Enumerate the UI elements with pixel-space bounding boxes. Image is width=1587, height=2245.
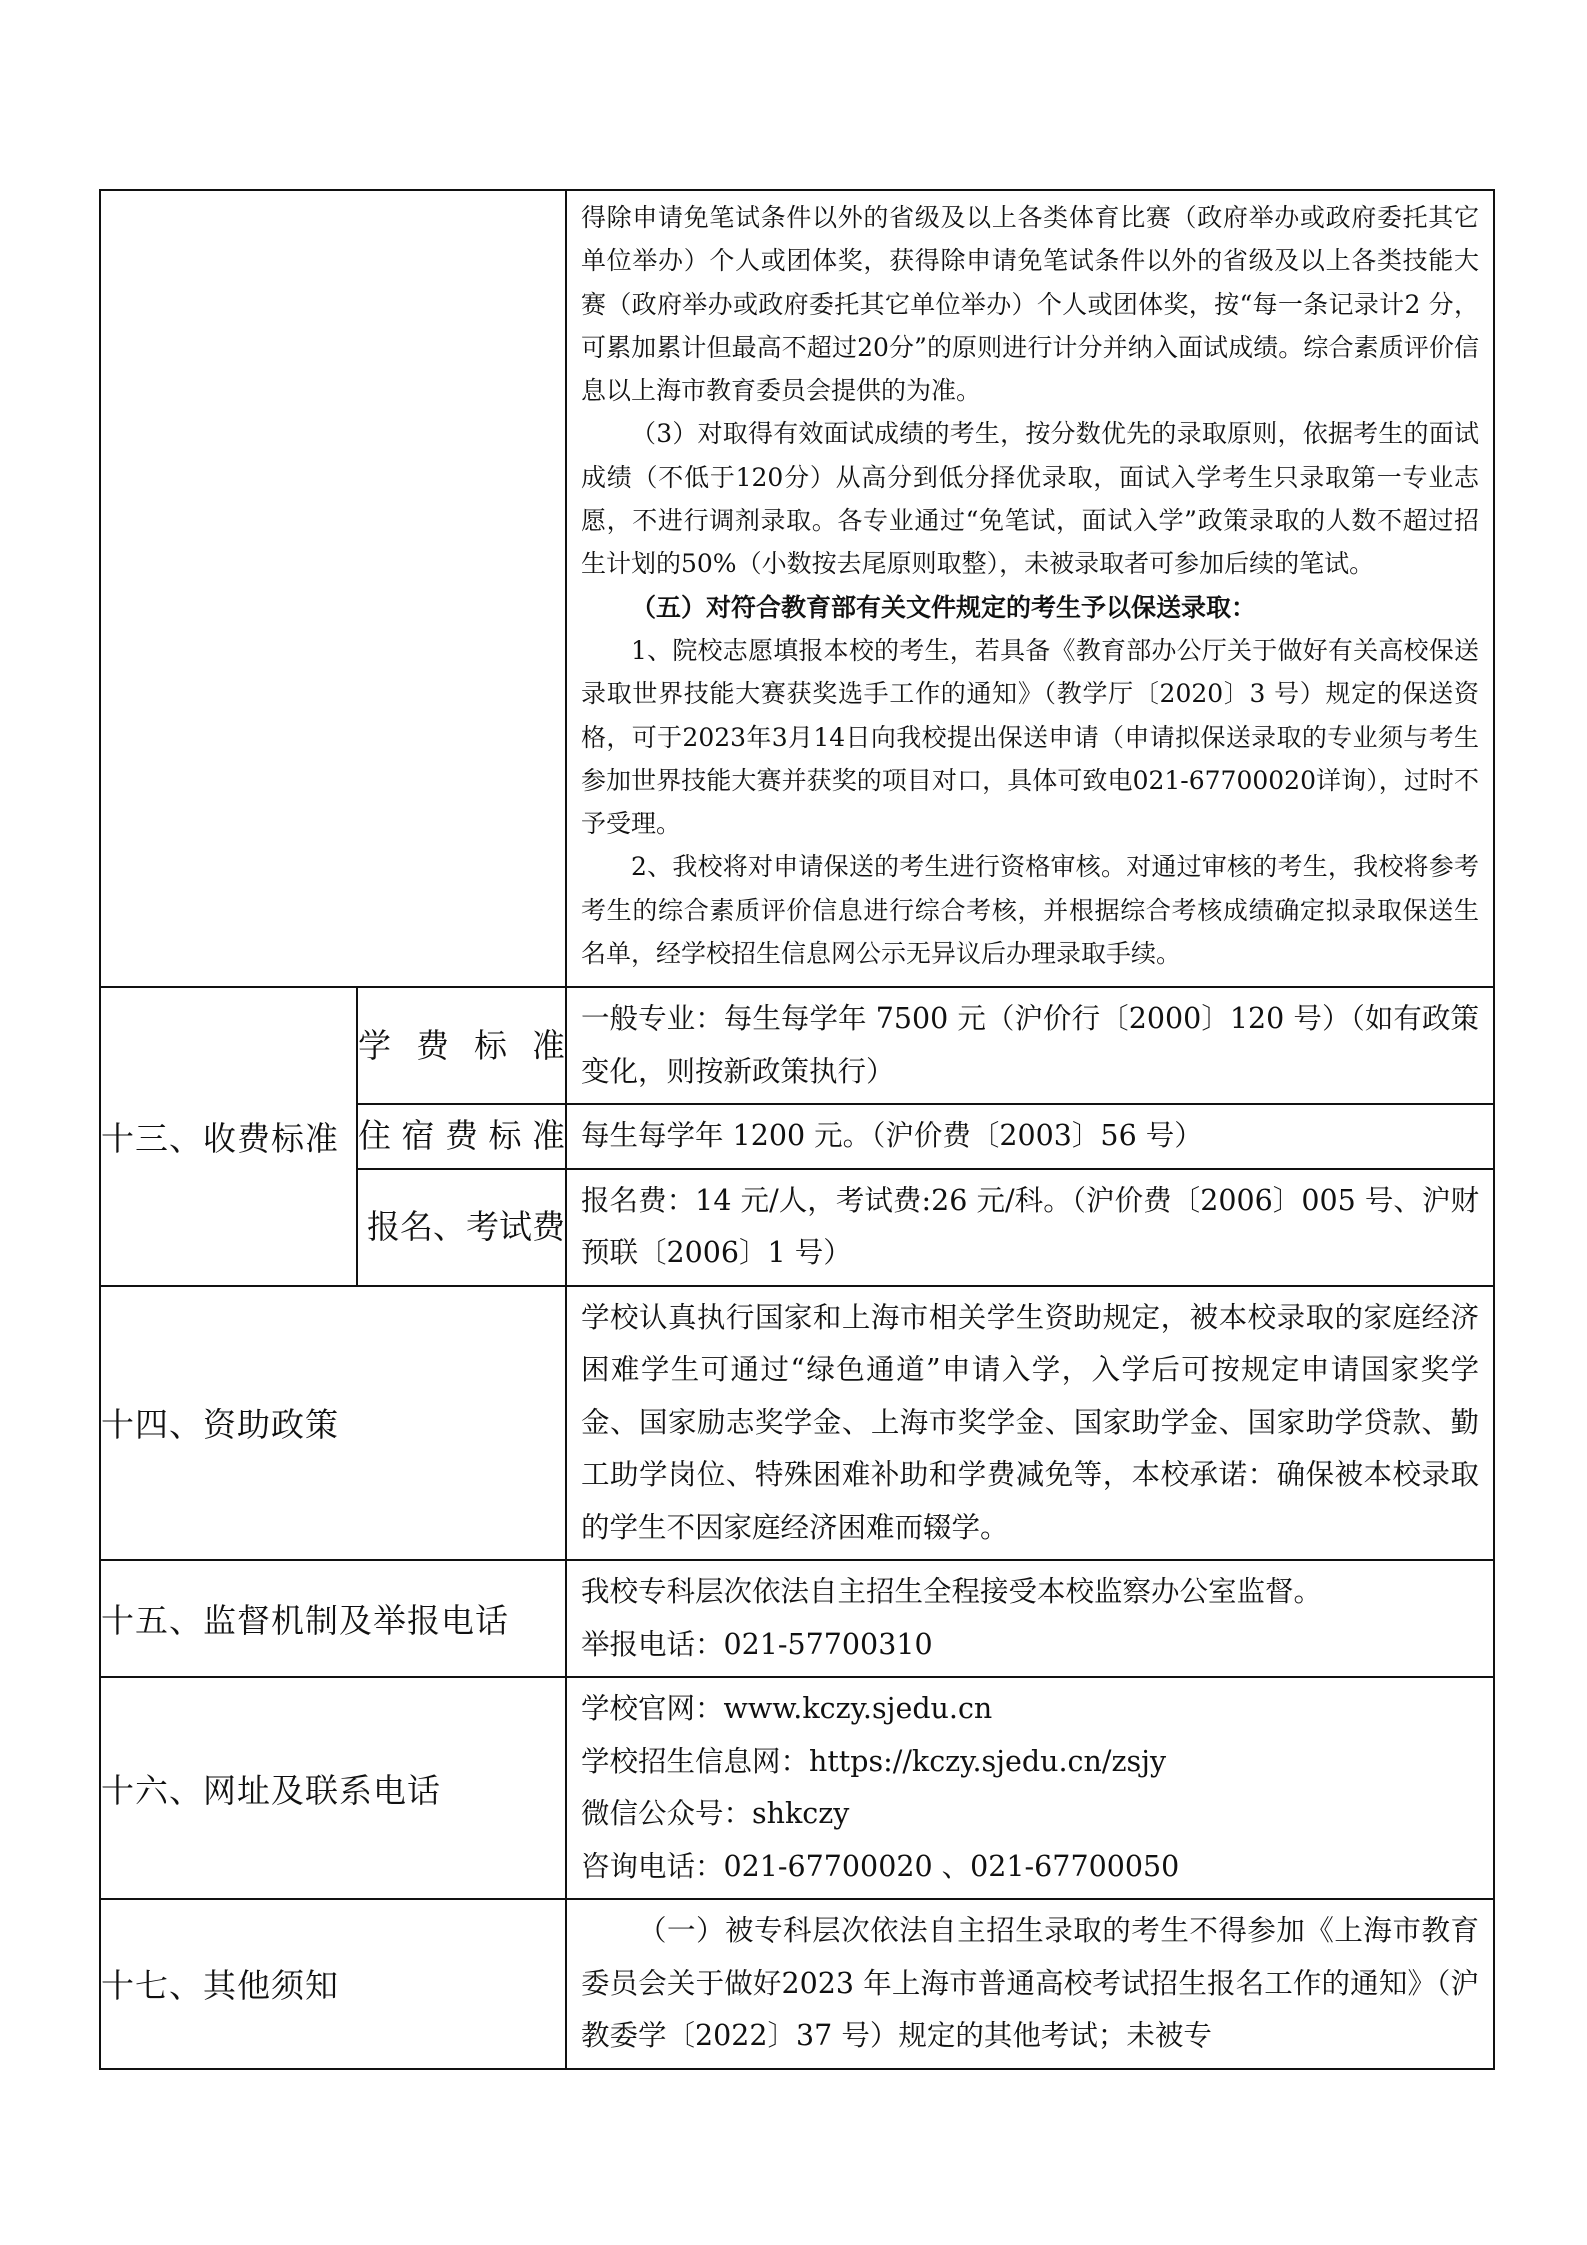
aid-row: [100, 1286, 1494, 1561]
recommended-admission-item-1: 1、院校志愿填报本校的考生，若具备《教育部办公厅关于做好有关高校保送录取世界技能大赛获奖选手工作的通知》（教学厅〔2020〕3 号）规定的保送资格，可于2023年3月14日向我校提出保送申请（申请拟保送录取的专业须与考生参加世界技能大赛并获奖的项目对口，具体可致电021-67700020详询），过时不予受理。: [581, 635, 1479, 839]
contact-row: [100, 1677, 1494, 1899]
recommended-admission-heading: （五）对符合教育部有关文件规定的考生予以保送录取：: [631, 592, 1257, 622]
report-phone: 举报电话：021-57700310: [581, 1627, 933, 1661]
aid-text: 学校认真执行国家和上海市相关学生资助规定，被本校录取的家庭经济困难学生可通过“绿色通道”申请入学，入学后可按规定申请国家奖学金、国家励志奖学金、上海市奖学金、国家助学金、国家助学贷款、勤工助学岗位、特殊困难补助和学费减免等，本校承诺：确保被本校录取的学生不因家庭经济困难而辍学。: [581, 1300, 1479, 1544]
admission-rules-table: [99, 189, 1495, 2070]
continued-section-label-cell: [100, 190, 566, 987]
accommodation-label: 住宿费标准: [357, 1104, 566, 1169]
fees-section-title: 十三、收费标准: [100, 987, 357, 1286]
other-section-title: 十七、其他须知: [100, 1899, 566, 2069]
interview-score-paragraph: 得除申请免笔试条件以外的省级及以上各类体育比赛（政府举办或政府委托其它单位举办）个人或团体奖，获得除申请免笔试条件以外的省级及以上各类技能大赛（政府举办或政府委托其它单位举办）个人或团体奖，按“每一条记录计2 分，可累加累计但最高不超过20分”的原则进行计分并纳入面试成绩。综合素质评价信息以上海市教育委员会提供的为准。: [581, 203, 1479, 406]
continued-section-content: [566, 190, 1494, 987]
supervision-section-title: 十五、监督机制及举报电话: [100, 1560, 566, 1677]
other-content: [566, 1899, 1494, 2069]
exam-fee-label: 报名、考试费: [357, 1169, 566, 1286]
exam-fee-text: [566, 1169, 1494, 1286]
interview-admission-paragraph: （3）对取得有效面试成绩的考生，按分数优先的录取原则，依据考生的面试成绩（不低于120分）从高分到低分择优录取，面试入学考生只录取第一专业志愿，不进行调剂录取。各专业通过“免笔试，面试入学”政策录取的人数不超过招生计划的50%（小数按去尾原则取整），未被录取者可参加后续的笔试。: [581, 419, 1479, 579]
tuition-text: [566, 987, 1494, 1104]
school-website: 学校官网：www.kczy.sjedu.cn: [581, 1692, 993, 1725]
continued-section-row: [100, 190, 1494, 987]
tuition-value: 一般专业：每生每学年 7500 元（沪价行〔2000〕120 号）（如有政策变化，则按新政策执行）: [581, 1002, 1479, 1088]
aid-content: [566, 1286, 1494, 1561]
supervision-row: [100, 1560, 1494, 1677]
exam-fee-value: 报名费：14 元/人，考试费:26 元/科。（沪价费〔2006〕005 号、沪财预联〔2006〕1 号）: [581, 1183, 1479, 1269]
contact-section-title: 十六、网址及联系电话: [100, 1677, 566, 1899]
aid-section-title: 十四、资助政策: [100, 1286, 566, 1561]
contact-content: [566, 1677, 1494, 1899]
accommodation-value: 每生每学年 1200 元。（沪价费〔2003〕56 号）: [581, 1119, 1203, 1152]
other-row: [100, 1899, 1494, 2069]
supervision-content: [566, 1560, 1494, 1677]
admission-website: 学校招生信息网：https://kczy.sjedu.cn/zsjy: [581, 1744, 1167, 1778]
tuition-label: 学费标准: [357, 987, 566, 1104]
recommended-admission-item-2: 2、我校将对申请保送的考生进行资格审核。对通过审核的考生，我校将参考考生的综合素质评价信息进行综合考核，并根据综合考核成绩确定拟录取保送生名单，经学校招生信息网公示无异议后办理录取手续。: [581, 852, 1479, 969]
supervision-statement: 我校专科层次依法自主招生全程接受本校监察办公室监督。: [581, 1575, 1323, 1608]
consult-phone: 咨询电话：021-67700020 、021-67700050: [581, 1849, 1180, 1883]
fee-row-tuition: [100, 987, 1494, 1104]
other-text: （一）被专科层次依法自主招生录取的考生不得参加《上海市教育委员会关于做好2023 年上海市普通高校考试招生报名工作的通知》（沪教委学〔2022〕37 号）规定的其他考试；未被专: [581, 1914, 1479, 2052]
wechat-account: 微信公众号：shkczy: [581, 1797, 850, 1830]
accommodation-text: [566, 1104, 1494, 1169]
